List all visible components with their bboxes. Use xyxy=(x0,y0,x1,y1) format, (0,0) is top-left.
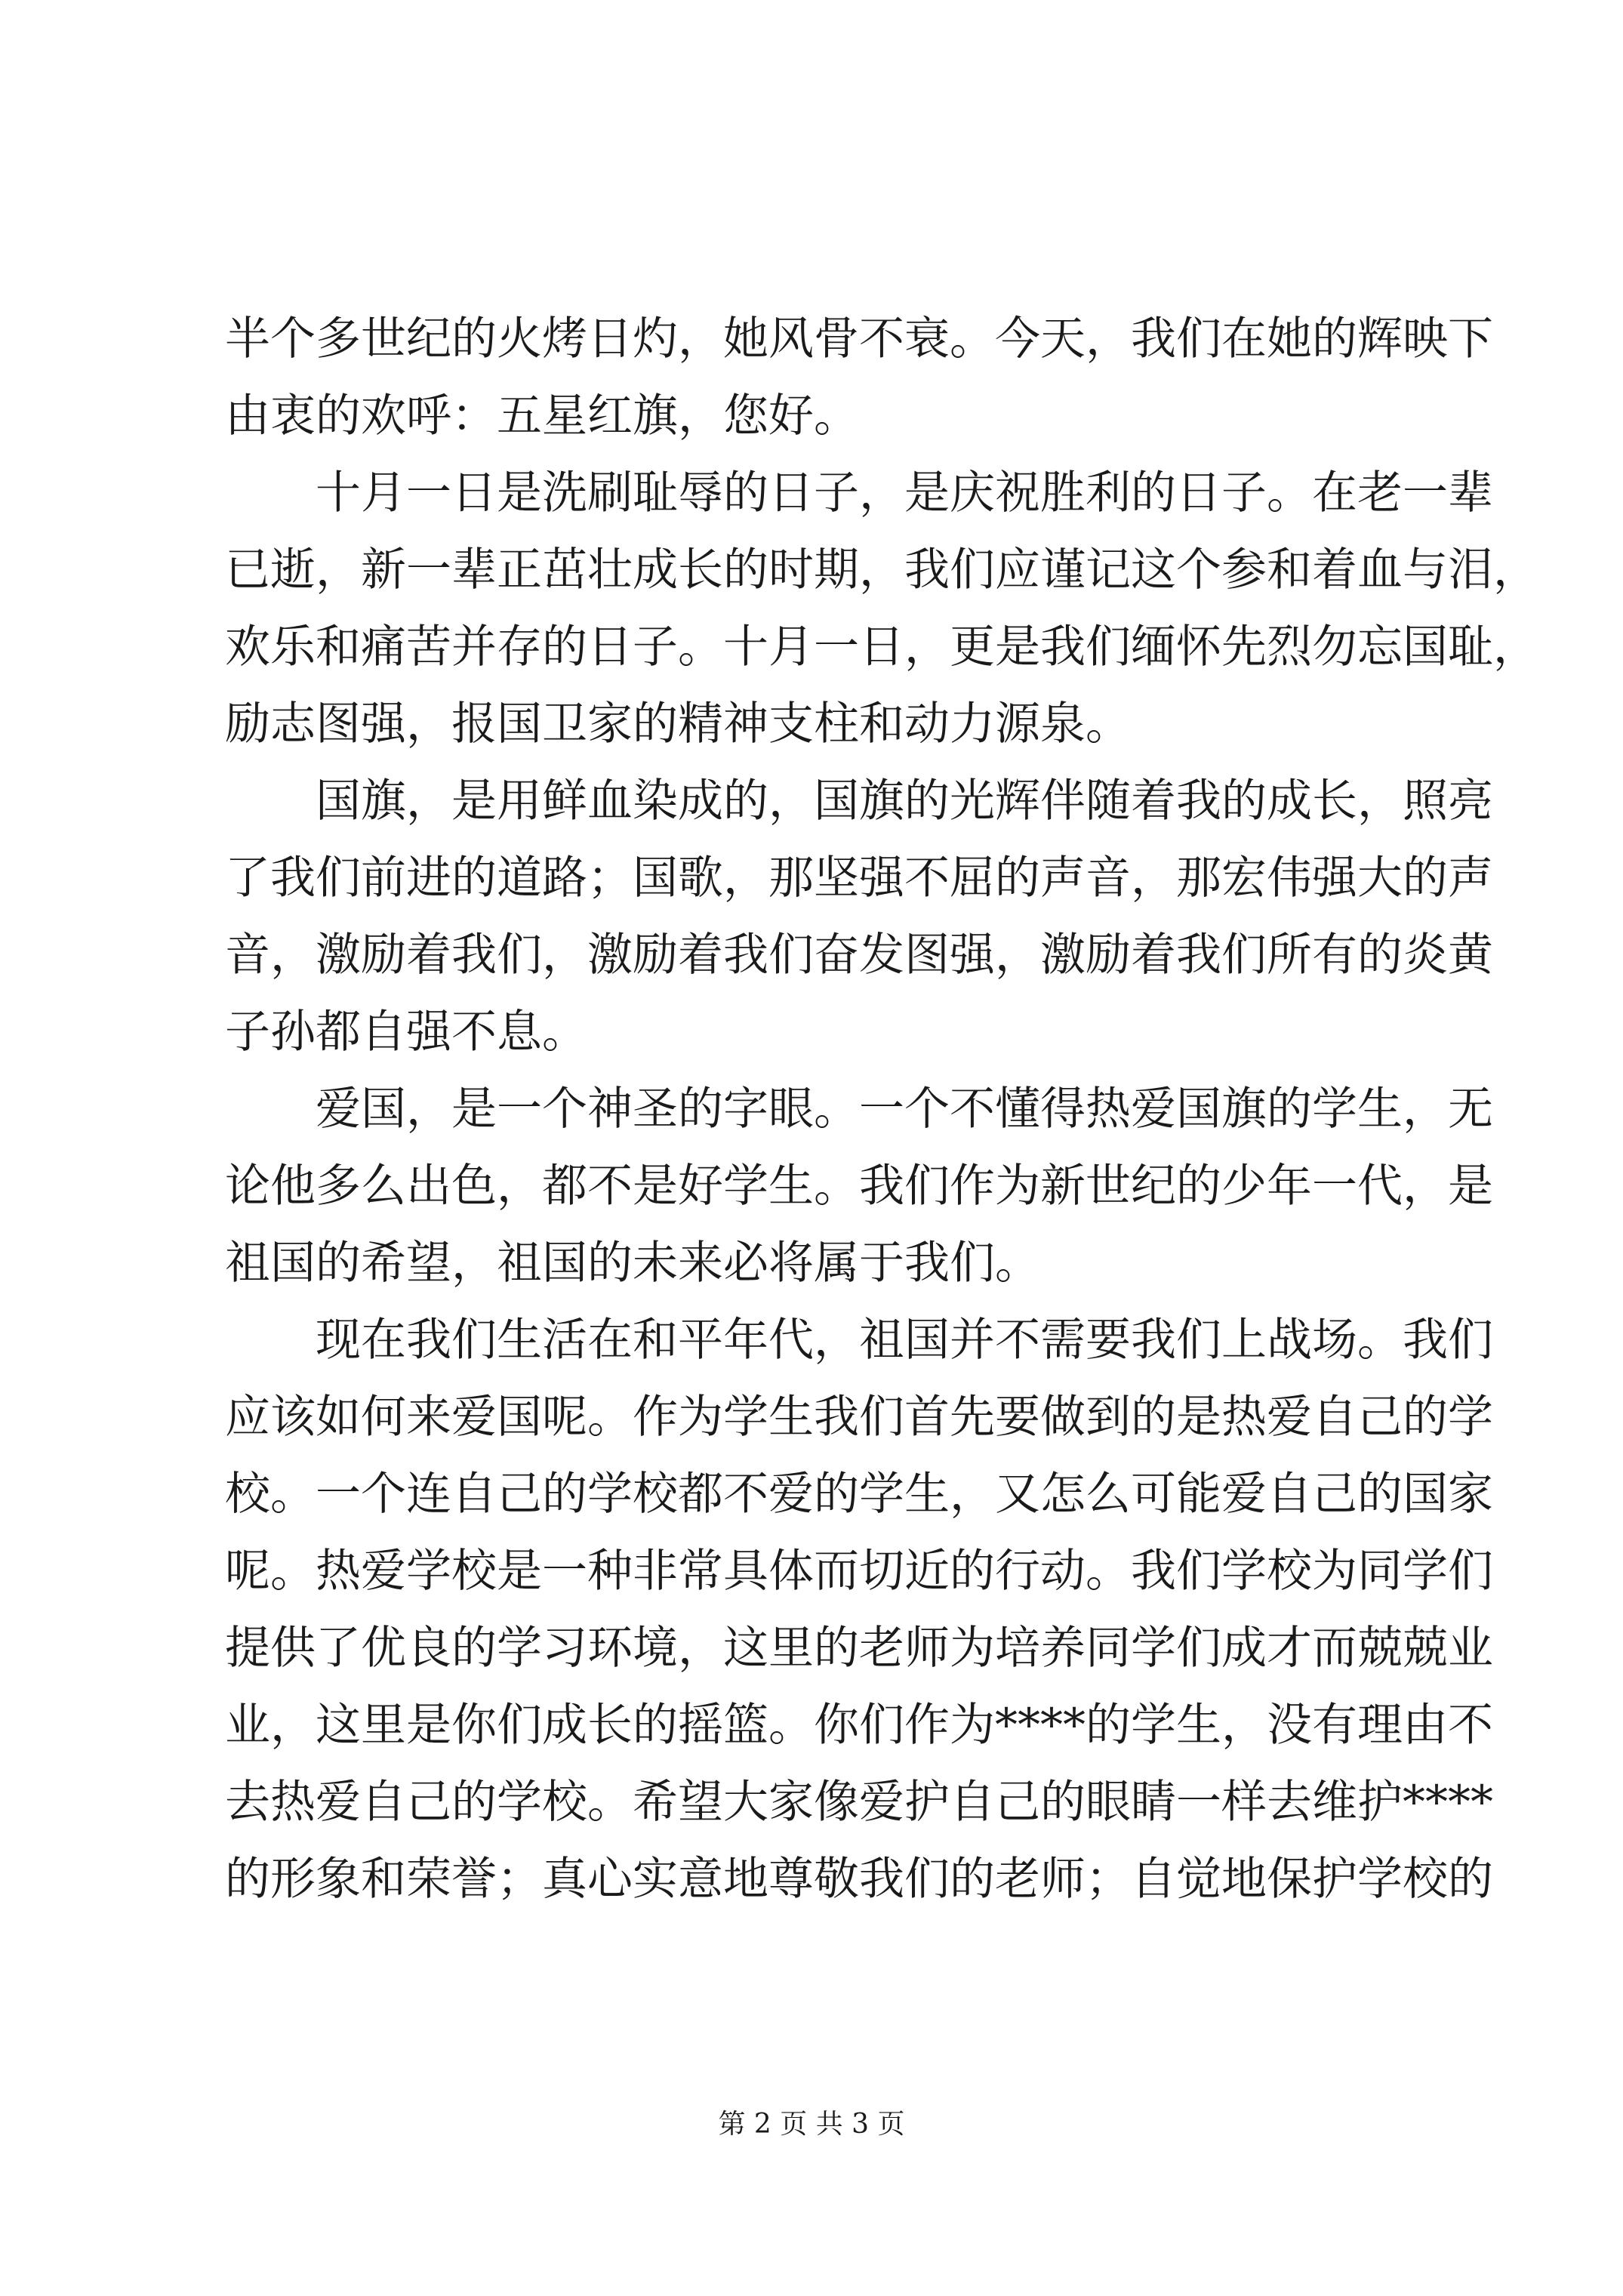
text-line: 半个多世纪的火烤日灼，她风骨不衰。今天，我们在她的辉映下 xyxy=(225,313,1493,365)
text-line: 励志图强，报国卫家的精神支柱和动力源泉。 xyxy=(225,698,1131,750)
text-line: 提供了优良的学习环境，这里的老师为培养同学们成才而兢兢业 xyxy=(225,1622,1493,1675)
text-line: 现在我们生活在和平年代，祖国并不需要我们上战场。我们 xyxy=(316,1314,1493,1367)
text-line: 去热爱自己的学校。希望大家像爱护自己的眼睛一样去维护**** xyxy=(225,1776,1493,1829)
text-line: 子孙都自强不息。 xyxy=(225,1006,587,1059)
page-number-footer: 第 2 页 共 3 页 xyxy=(718,2109,905,2140)
text-line: 十月一日是洗刷耻辱的日子，是庆祝胜利的日子。在老一辈 xyxy=(316,467,1493,519)
document-body xyxy=(225,300,1538,1918)
text-line: 音，激励着我们，激励着我们奋发图强，激励着我们所有的炎黄 xyxy=(225,929,1493,982)
text-line: 论他多么出色，都不是好学生。我们作为新世纪的少年一代，是 xyxy=(225,1160,1493,1213)
text-line: 国旗，是用鲜血染成的，国旗的光辉伴随着我的成长，照亮 xyxy=(316,775,1493,827)
text-line: 祖国的希望，祖国的未来必将属于我们。 xyxy=(225,1237,1040,1290)
text-line: 业，这里是你们成长的摇篮。你们作为****的学生，没有理由不 xyxy=(225,1699,1493,1752)
text-line: 由衷的欢呼：五星红旗，您好。 xyxy=(225,390,859,442)
text-line: 欢乐和痛苦并存的日子。十月一日，更是我们缅怀先烈勿忘国耻， xyxy=(225,621,1538,673)
text-line: 爱国，是一个神圣的字眼。一个不懂得热爱国旗的学生，无 xyxy=(316,1083,1493,1136)
text-line: 校。一个连自己的学校都不爱的学生，又怎么可能爱自己的国家 xyxy=(225,1468,1493,1521)
text-line: 已逝，新一辈正茁壮成长的时期，我们应谨记这个参和着血与泪， xyxy=(225,544,1538,596)
text-line: 呢。热爱学校是一种非常具体而切近的行动。我们学校为同学们 xyxy=(225,1545,1493,1598)
text-line: 的形象和荣誉；真心实意地尊敬我们的老师；自觉地保护学校的 xyxy=(225,1853,1493,1906)
text-line: 了我们前进的道路；国歌，那坚强不屈的声音，那宏伟强大的声 xyxy=(225,852,1493,905)
text-line: 应该如何来爱国呢。作为学生我们首先要做到的是热爱自己的学 xyxy=(225,1391,1493,1444)
